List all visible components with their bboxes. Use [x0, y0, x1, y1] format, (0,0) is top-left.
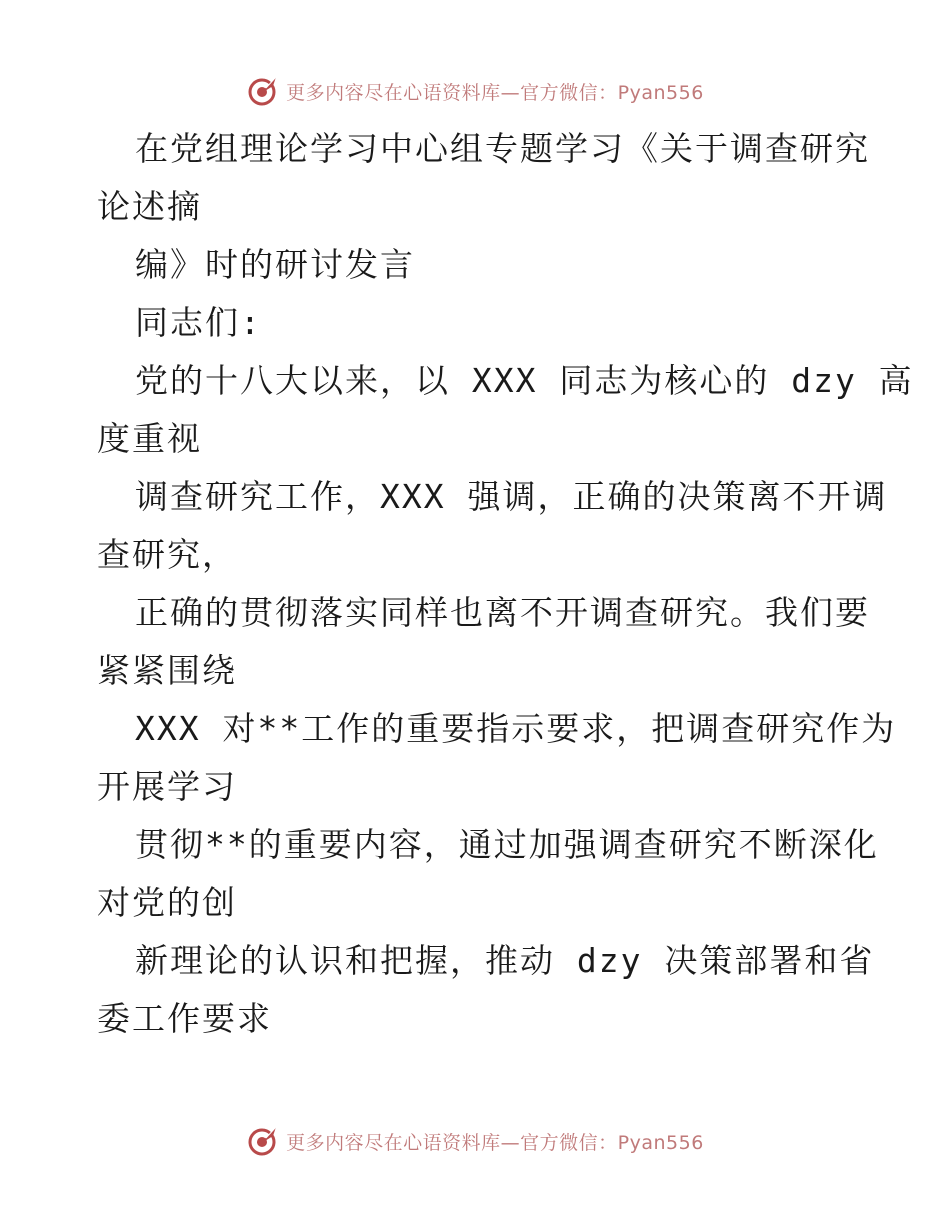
- body-text-line: 党的十八大以来，以 XXX 同志为核心的 dzy 高: [135, 361, 914, 400]
- body-text-line: XXX 对**工作的重要指示要求，把调查研究作为: [135, 709, 897, 748]
- header-banner: [0, 71, 950, 111]
- body-text-line: 贯彻**的重要内容，通过加强调查研究不断深化: [135, 825, 879, 864]
- body-text-line: 紧紧围绕: [97, 651, 237, 690]
- document-body: [97, 120, 914, 1048]
- body-text-line: 同志们:: [135, 303, 262, 342]
- body-text-line: 度重视: [97, 419, 202, 458]
- banner-text: [286, 78, 704, 105]
- footer-banner: [0, 1121, 950, 1161]
- banner-wechat-handle: Pyan556: [617, 81, 704, 104]
- banner-wechat-handle: Pyan556: [617, 1131, 704, 1154]
- body-text-line: 正确的贯彻落实同样也离不开调查研究。我们要: [135, 593, 870, 632]
- body-text-line: 对党的创: [97, 883, 237, 922]
- body-text-line: 新理论的认识和把握，推动 dzy 决策部署和省: [135, 941, 875, 980]
- banner-text: [286, 1128, 704, 1155]
- body-text-line: 委工作要求: [97, 999, 272, 1038]
- body-text-line: 编》时的研讨发言: [135, 245, 415, 284]
- banner-label: 更多内容尽在心语资料库—官方微信：: [286, 81, 618, 104]
- body-text-line: 在党组理论学习中心组专题学习《关于调查研究: [135, 129, 870, 168]
- body-text-line: 调查研究工作，XXX 强调，正确的决策离不开调: [135, 477, 888, 516]
- quill-logo-icon: [246, 74, 280, 108]
- body-text-line: 开展学习: [97, 767, 237, 806]
- body-text-line: 查研究，: [97, 535, 237, 574]
- banner-label: 更多内容尽在心语资料库—官方微信：: [286, 1131, 618, 1154]
- quill-logo-icon: [246, 1124, 280, 1158]
- body-text-line: 论述摘: [97, 187, 202, 226]
